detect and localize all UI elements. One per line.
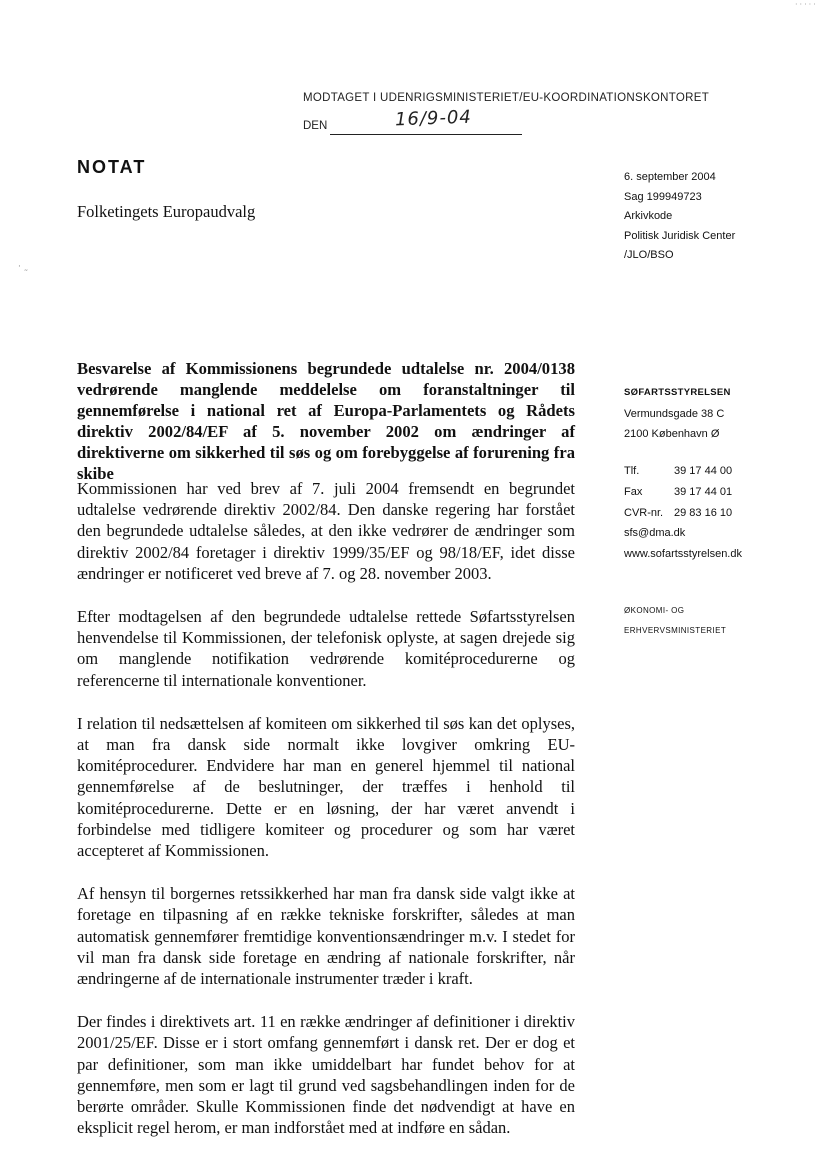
meta-archive: Arkivkode xyxy=(624,210,673,222)
received-stamp-date-label: DEN xyxy=(303,120,328,132)
sender-contact xyxy=(624,461,742,565)
meta-department: Politisk Juridisk Center xyxy=(624,229,736,242)
meta-date: 6. september 2004 xyxy=(624,171,716,183)
fax-label: Fax xyxy=(624,485,643,498)
contact-cvr-row xyxy=(624,503,742,524)
document-body xyxy=(77,478,575,1160)
document-title: Besvarelse af Kommissionens begrundede udtalelse nr. 2004/0138 vedrørende manglende meddelelse om foranstaltninger til gennemførelse i national ret af Europa-Parlamentets og Rådets direktiv 2002/84/EF af 5. november 2002 om ændringer af direktiverne om sikkerhed til søs og om forebyggelse af forurening fra skibe xyxy=(77,359,575,483)
scan-artifact-mark: · ˷ xyxy=(18,262,29,272)
recipient: Folketingets Europaudvalg xyxy=(77,202,256,221)
contact-website: www.sofartsstyrelsen.dk xyxy=(624,548,742,561)
body-paragraph: Der findes i direktivets art. 11 en række ændringer af definitioner i direktiv 2001/25/EF. Disse er i stort omfang gennemført i dansk ret. Der er dog et par definitioner, som man ikke umiddelbart har fundet behov for at gennemføre, men som er lagt til grund ved sagsbehandlingen inden for de berørte områder. Skulle Kommissionen finde det nødvendigt at have en eksplicit regel herom, er man indforstået med at indføre en sådan. xyxy=(77,1012,575,1138)
phone-label: Tlf. xyxy=(624,465,640,477)
received-stamp-label: MODTAGET I UDENRIGSMINISTERIET/EU-KOORDINATIONSKONTORET xyxy=(303,92,710,104)
scan-artifact: ····· xyxy=(795,0,818,9)
document-meta xyxy=(624,168,735,266)
body-paragraph: I relation til nedsættelsen af komiteen om sikkerhed til søs kan det oplyses, at man fra dansk side normalt ikke lovgiver omkring EU-komitéprocedurer. Endvidere har man en generel hjemmel til national gennemførelse af de beslutninger, der træffes i henhold til komitéprocedurerne. Dette er en løsning, der har været anvendt i forbindelse med tidligere komiteer og procedurer og som har været accepteret af Kommissionen. xyxy=(77,713,575,861)
contact-fax-row xyxy=(624,482,742,503)
cvr-label: CVR-nr. xyxy=(624,506,664,519)
meta-initials: /JLO/BSO xyxy=(624,249,674,261)
sender-city: 2100 København Ø xyxy=(624,428,720,440)
contact-phone-row xyxy=(624,461,742,482)
sender-street: Vermundsgade 38 C xyxy=(624,408,725,420)
body-paragraph: Efter modtagelsen af den begrundede udtalelse rettede Søfartsstyrelsen henvendelse til Kommissionen, der telefonisk oplyste, at sagen drejede sig om manglende notifikation vedrørende komitéprocedurerne og referencerne til internationale konventioner. xyxy=(77,607,575,690)
received-stamp-date-line xyxy=(330,134,522,135)
body-paragraph: Af hensyn til borgernes retssikkerhed har man fra dansk side valgt ikke at foretage en tilpasning af en række tekniske forskrifter, således at man automatisk gennemfører fremtidige konventionsændringer m.v. I stedet for vil man fra dansk side foretage en ændring af nationale forskrifter, når ændringerne af de internationale instrumenter træder i kraft. xyxy=(77,884,575,989)
sender-name: SØFARTSSTYRELSEN xyxy=(624,387,731,398)
handwritten-date: 16/9-04 xyxy=(394,106,473,131)
cvr-number: 29 83 16 10 xyxy=(674,506,733,519)
sender-address xyxy=(624,404,724,444)
contact-email: sfs@dma.dk xyxy=(624,527,686,540)
ministry-line-1: ØKONOMI- OG xyxy=(624,606,685,615)
ministry-name xyxy=(624,601,726,641)
ministry-line-2: ERHVERVSMINISTERIET xyxy=(624,626,727,635)
body-paragraph: Kommissionen har ved brev af 7. juli 2004 fremsendt en begrundet udtalelse vedrørende direktiv 2002/84. Den danske regering har forstået den begrundede udtalelse således, at den ikke vedrører de ændringer som direktiv 2002/84 foretager i direktiv 1999/35/EF og 98/18/EF, idet disse ændringer er notificeret ved breve af 7. og 28. november 2003. xyxy=(77,479,575,583)
fax-number: 39 17 44 01 xyxy=(674,485,733,498)
meta-case: Sag 199949723 xyxy=(624,190,702,203)
phone-number: 39 17 44 00 xyxy=(674,465,733,477)
document-type-heading: NOTAT xyxy=(77,157,147,177)
